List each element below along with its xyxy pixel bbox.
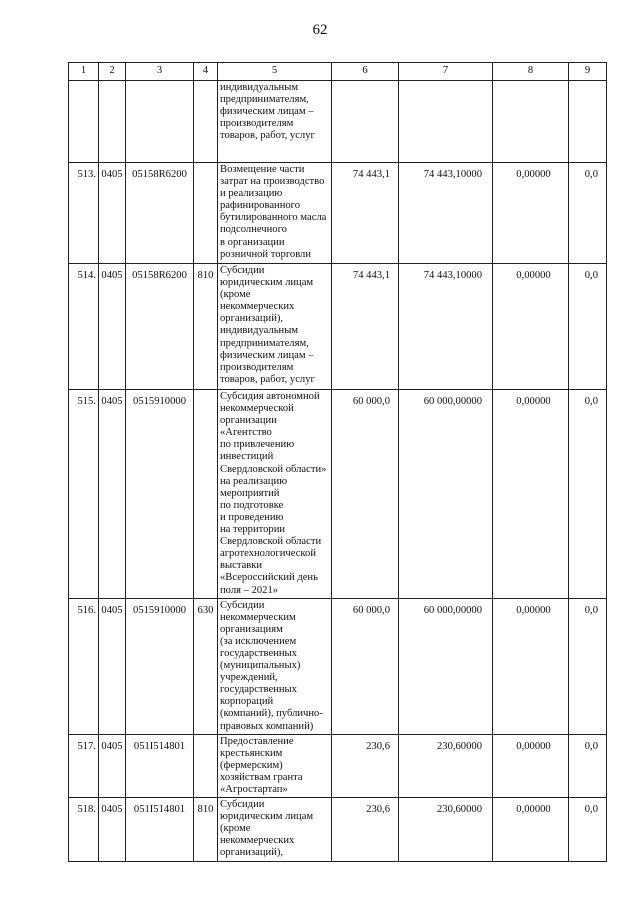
amount-col-9: 0,0 xyxy=(569,390,607,599)
amount-col-7 xyxy=(399,81,493,163)
target-article-code: 0515910000 xyxy=(126,598,194,734)
expense-type-code xyxy=(194,390,218,599)
amount-col-7: 74 443,10000 xyxy=(399,264,493,390)
amount-col-8: 0,00000 xyxy=(493,734,569,797)
table-row xyxy=(69,81,607,163)
amount-col-9: 0,0 xyxy=(569,598,607,734)
amount-col-8: 0,00000 xyxy=(493,598,569,734)
page-number: 62 xyxy=(312,22,328,38)
expense-type-code xyxy=(194,163,218,264)
amount-col-7: 60 000,00000 xyxy=(399,390,493,599)
amount-col-7: 60 000,00000 xyxy=(399,598,493,734)
table-row xyxy=(69,163,607,264)
amount-col-9: 0,0 xyxy=(569,734,607,797)
col-header-7: 7 xyxy=(399,63,493,81)
col-header-8: 8 xyxy=(493,63,569,81)
description-text: Субсидии юридическим лицам (кроме некоммерческих организаций), индивидуальным предпринимателям, физическим лицам – производителям товаров, работ, услуг xyxy=(220,265,315,385)
col-header-2: 2 xyxy=(99,63,126,81)
description-text: Субсидии юридическим лицам (кроме некоммерческих организаций), xyxy=(220,799,314,859)
description-text: Субсидия автономной некоммерческой организации «Агентство по привлечению инвестиций Свердловской области» на реализацию мероприятий по подготовке и проведению на территории Свердловской области агротехнологической выставки «Всероссийский день поля – 2021» xyxy=(220,391,327,596)
col-header-5: 5 xyxy=(218,63,332,81)
row-number: 516. xyxy=(69,598,99,734)
expense-description xyxy=(218,598,332,734)
amount-col-9 xyxy=(569,81,607,163)
target-article-code: 051I514801 xyxy=(126,798,194,861)
amount-col-6: 74 443,1 xyxy=(332,163,399,264)
target-article-code: 051I514801 xyxy=(126,734,194,797)
expense-type-code: 630 xyxy=(194,598,218,734)
expense-description xyxy=(218,264,332,390)
expense-description xyxy=(218,390,332,599)
target-article-code xyxy=(126,81,194,163)
amount-col-6: 230,6 xyxy=(332,734,399,797)
row-number: 514. xyxy=(69,264,99,390)
amount-col-7: 230,60000 xyxy=(399,798,493,861)
expense-description xyxy=(218,81,332,163)
amount-col-7: 74 443,10000 xyxy=(399,163,493,264)
section-code: 0405 xyxy=(99,390,126,599)
amount-col-6: 74 443,1 xyxy=(332,264,399,390)
col-header-9: 9 xyxy=(569,63,607,81)
col-header-3: 3 xyxy=(126,63,194,81)
description-text: Возмещение части затрат на производство и реализацию рафинированного бутилированного масла подсолнечного в организации розничной торговли xyxy=(220,164,327,260)
expense-type-code xyxy=(194,81,218,163)
amount-col-9: 0,0 xyxy=(569,798,607,861)
amount-col-9: 0,0 xyxy=(569,163,607,264)
table-row xyxy=(69,264,607,390)
section-code: 0405 xyxy=(99,734,126,797)
col-header-4: 4 xyxy=(194,63,218,81)
amount-col-8: 0,00000 xyxy=(493,264,569,390)
amount-col-7: 230,60000 xyxy=(399,734,493,797)
description-text: индивидуальным предпринимателям, физическим лицам – производителям товаров, работ, услуг xyxy=(220,82,315,142)
expense-type-code xyxy=(194,734,218,797)
section-code: 0405 xyxy=(99,163,126,264)
row-number xyxy=(69,81,99,163)
section-code xyxy=(99,81,126,163)
expense-description xyxy=(218,163,332,264)
amount-col-6: 60 000,0 xyxy=(332,598,399,734)
table-row xyxy=(69,734,607,797)
amount-col-8: 0,00000 xyxy=(493,163,569,264)
table-row xyxy=(69,598,607,734)
row-number: 513. xyxy=(69,163,99,264)
budget-table xyxy=(68,62,607,862)
amount-col-9: 0,0 xyxy=(569,264,607,390)
expense-type-code: 810 xyxy=(194,798,218,861)
row-number: 518. xyxy=(69,798,99,861)
amount-col-8: 0,00000 xyxy=(493,798,569,861)
section-code: 0405 xyxy=(99,264,126,390)
amount-col-6 xyxy=(332,81,399,163)
section-code: 0405 xyxy=(99,598,126,734)
table-row xyxy=(69,798,607,861)
col-header-1: 1 xyxy=(69,63,99,81)
header-row xyxy=(69,63,607,81)
amount-col-8 xyxy=(493,81,569,163)
target-article-code: 0515910000 xyxy=(126,390,194,599)
target-article-code: 05158R6200 xyxy=(126,264,194,390)
section-code: 0405 xyxy=(99,798,126,861)
description-text: Предоставление крестьянским (фермерским) хозяйствам гранта «Агростартап» xyxy=(220,735,303,795)
expense-description xyxy=(218,734,332,797)
table-row xyxy=(69,390,607,599)
amount-col-8: 0,00000 xyxy=(493,390,569,599)
row-number: 515. xyxy=(69,390,99,599)
row-number: 517. xyxy=(69,734,99,797)
amount-col-6: 230,6 xyxy=(332,798,399,861)
amount-col-6: 60 000,0 xyxy=(332,390,399,599)
col-header-6: 6 xyxy=(332,63,399,81)
description-text: Субсидии некоммерческим организациям (за исключением государственных (муниципальных) учреждений, государственных корпораций (компаний), публично- правовых компаний) xyxy=(220,599,323,732)
expense-description xyxy=(218,798,332,861)
target-article-code: 05158R6200 xyxy=(126,163,194,264)
expense-type-code: 810 xyxy=(194,264,218,390)
